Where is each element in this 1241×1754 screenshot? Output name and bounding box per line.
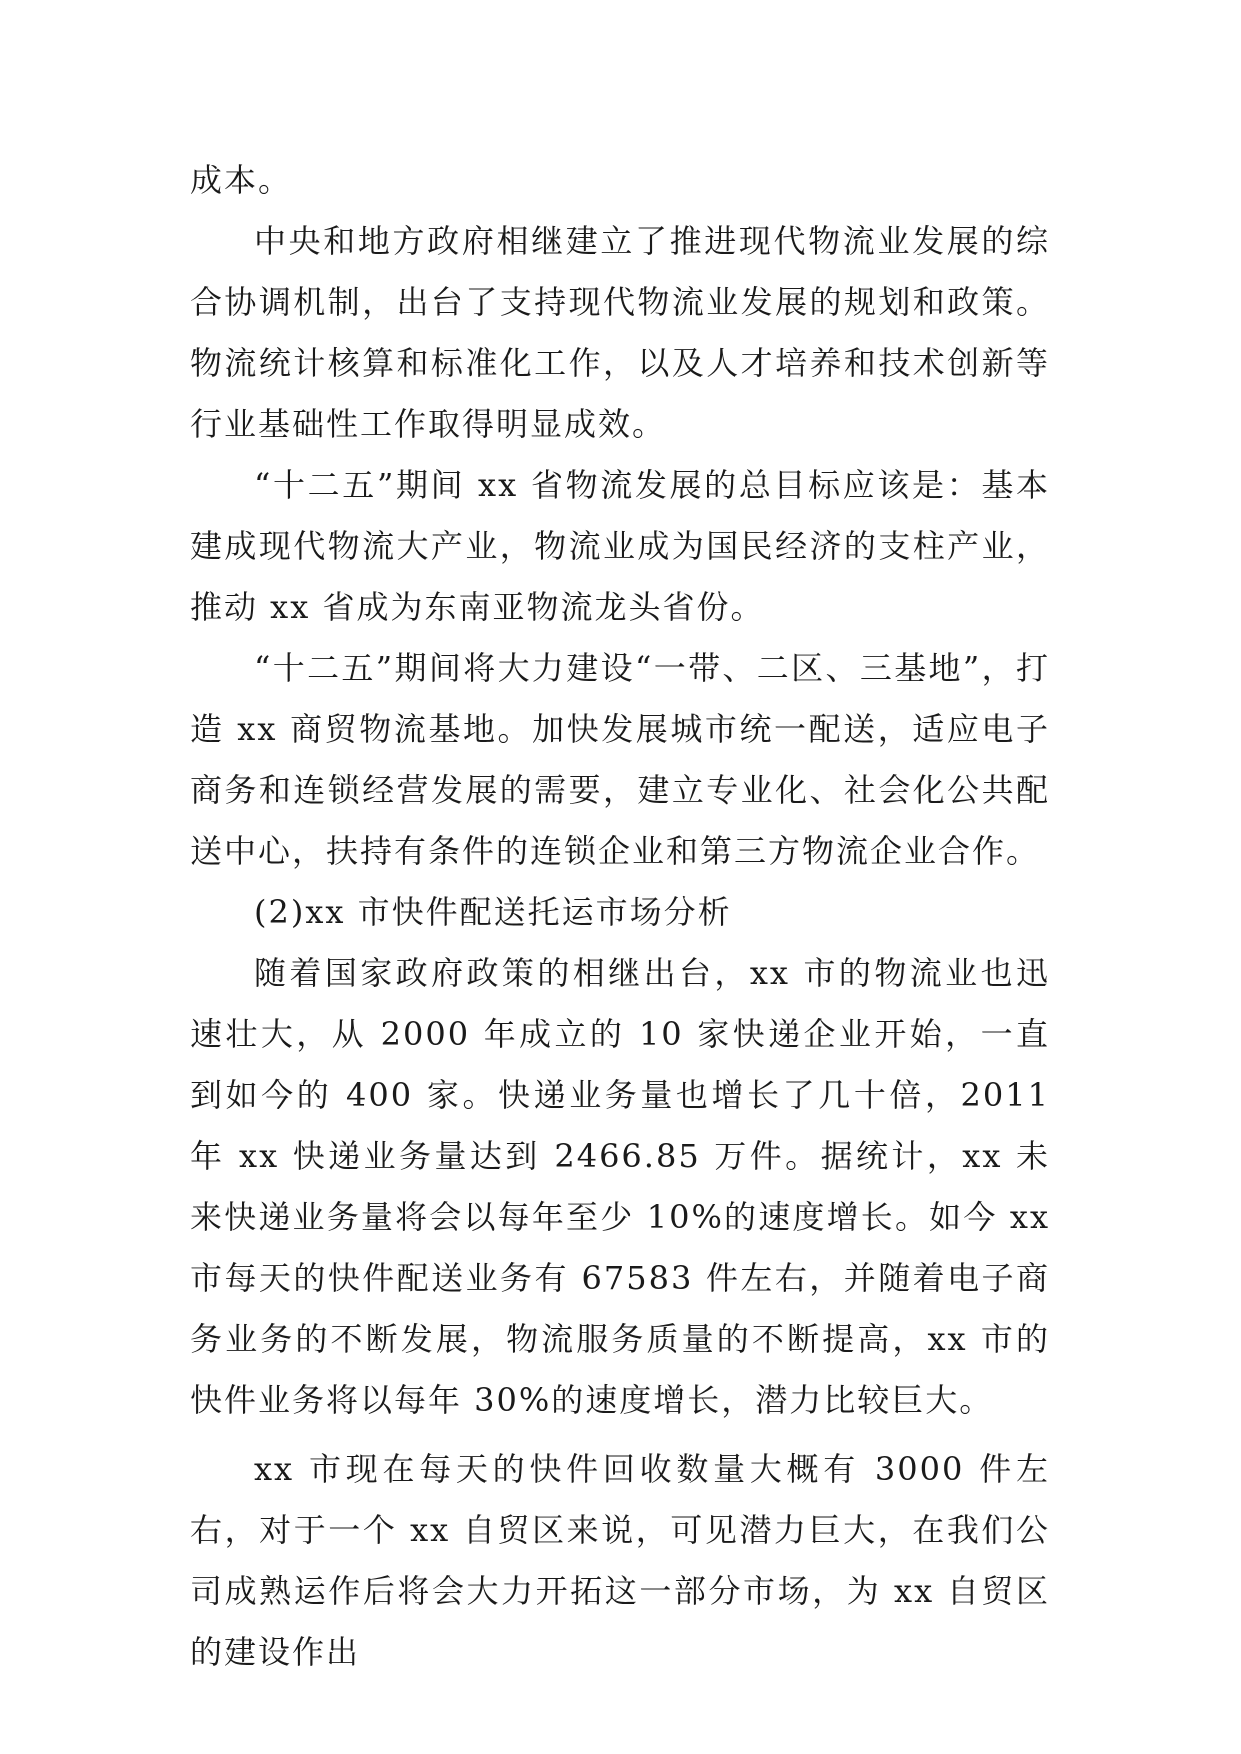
document-body [190, 150, 1050, 1683]
paragraph-2: 中央和地方政府相继建立了推进现代物流业发展的综合协调机制，出台了支持现代物流业发展的规划和政策。物流统计核算和标准化工作，以及人才培养和技术创新等行业基础性工作取得明显成效。 [190, 222, 1050, 443]
paragraph-4: “十二五”期间将大力建设“一带、二区、三基地”，打造 xx 商贸物流基地。加快发展城市统一配送，适应电子商务和连锁经营发展的需要，建立专业化、社会化公共配送中心，扶持有条件的连锁企业和第三方物流企业合作。 [190, 649, 1050, 870]
paragraph-1: 成本。 [190, 161, 293, 199]
paragraph-5: 随着国家政府政策的相继出台，xx 市的物流业也迅速壮大，从 2000 年成立的 10 家快递企业开始，一直到如今的 400 家。快递业务量也增长了几十倍，2011 年 xx 快递业务量达到 2466.85 万件。据统计，xx 未来快递业务量将会以每年至少 10%的速度增长。如今 xx 市每天的快件配送业务有 67583 件左右，并随着电子商务业务的不断发展，物流服务质量的不断提高，xx 市的快件业务将以每年 30%的速度增长，潜力比较巨大。 [190, 954, 1050, 1419]
section-heading: (2)xx 市快件配送托运市场分析 [254, 893, 732, 931]
paragraph-3: “十二五”期间 xx 省物流发展的总目标应该是：基本建成现代物流大产业，物流业成为国民经济的支柱产业，推动 xx 省成为东南亚物流龙头省份。 [190, 466, 1050, 626]
paragraph-6: xx 市现在每天的快件回收数量大概有 3000 件左右，对于一个 xx 自贸区来说，可见潜力巨大，在我们公司成熟运作后将会大力开拓这一部分市场，为 xx 自贸区的建设作出 [190, 1450, 1050, 1671]
